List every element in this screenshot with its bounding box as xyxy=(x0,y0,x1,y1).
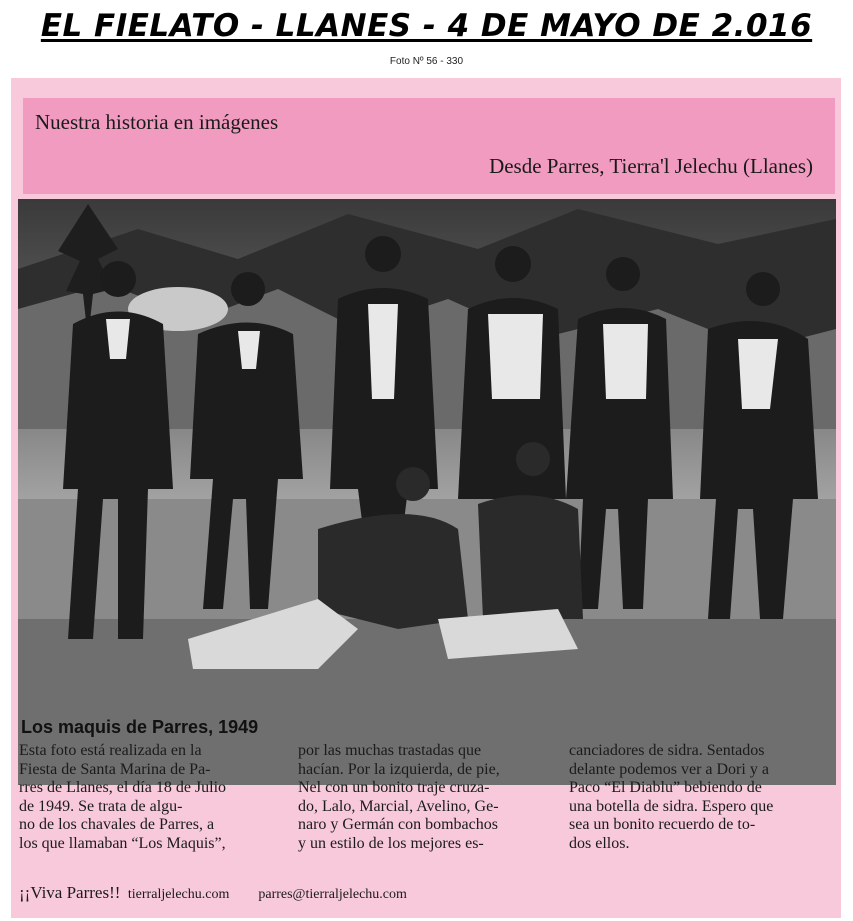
caption-line: sea un bonito recuerdo de to- xyxy=(569,816,756,833)
banner-title: Nuestra historia en imágenes xyxy=(35,110,279,134)
caption-line: Nel con un bonito traje cruza- xyxy=(298,779,490,796)
caption-line: naro y Germán con bombachos xyxy=(298,816,498,833)
caption-line: una botella de sidra. Espero que xyxy=(569,797,774,815)
caption-line: de 1949. Se trata de algu- xyxy=(19,797,183,815)
footer-website: tierraljelechu.com xyxy=(127,887,230,902)
caption-line: rres de Llanes, el día 18 de Julio xyxy=(19,779,227,796)
group-photo-illustration xyxy=(18,199,836,785)
caption-line: y un estilo de los mejores es- xyxy=(298,834,484,852)
caption-column-3 xyxy=(569,742,831,853)
section-banner xyxy=(23,98,835,194)
footer-email: parres@tierraljelechu.com xyxy=(258,887,407,902)
group-photo xyxy=(18,199,836,785)
clipping-footer xyxy=(19,883,831,903)
caption-title: Los maquis de Parres, 1949 xyxy=(21,717,259,737)
caption-line: no de los chavales de Parres, a xyxy=(19,816,215,833)
page-headline: EL FIELATO - LLANES - 4 DE MAYO DE 2.016 xyxy=(40,8,813,44)
footer-slogan: ¡¡Viva Parres!! xyxy=(19,883,121,902)
caption-line: Esta foto está realizada en la xyxy=(19,742,202,759)
caption-line: delante podemos ver a Dori y a xyxy=(569,760,769,778)
caption-line: hacían. Por la izquierda, de pie, xyxy=(298,760,500,778)
newspaper-clipping xyxy=(11,78,841,918)
caption-line: do, Lalo, Marcial, Avelino, Ge- xyxy=(298,797,499,815)
caption-line: los que llamaban “Los Maquis”, xyxy=(19,834,226,852)
caption-line: dos ellos. xyxy=(569,834,630,852)
banner-subtitle: Desde Parres, Tierra'l Jelechu (Llanes) xyxy=(489,154,813,178)
caption-column-1 xyxy=(19,742,281,853)
caption-line: por las muchas trastadas que xyxy=(298,742,482,759)
caption-line: Paco “El Diablu” bebiendo de xyxy=(569,779,762,796)
caption-line: canciadores de sidra. Sentados xyxy=(569,742,765,759)
caption-column-2 xyxy=(298,742,560,853)
caption-line: Fiesta de Santa Marina de Pa- xyxy=(19,760,211,778)
photo-number: Foto Nº 56 - 330 xyxy=(389,56,464,67)
